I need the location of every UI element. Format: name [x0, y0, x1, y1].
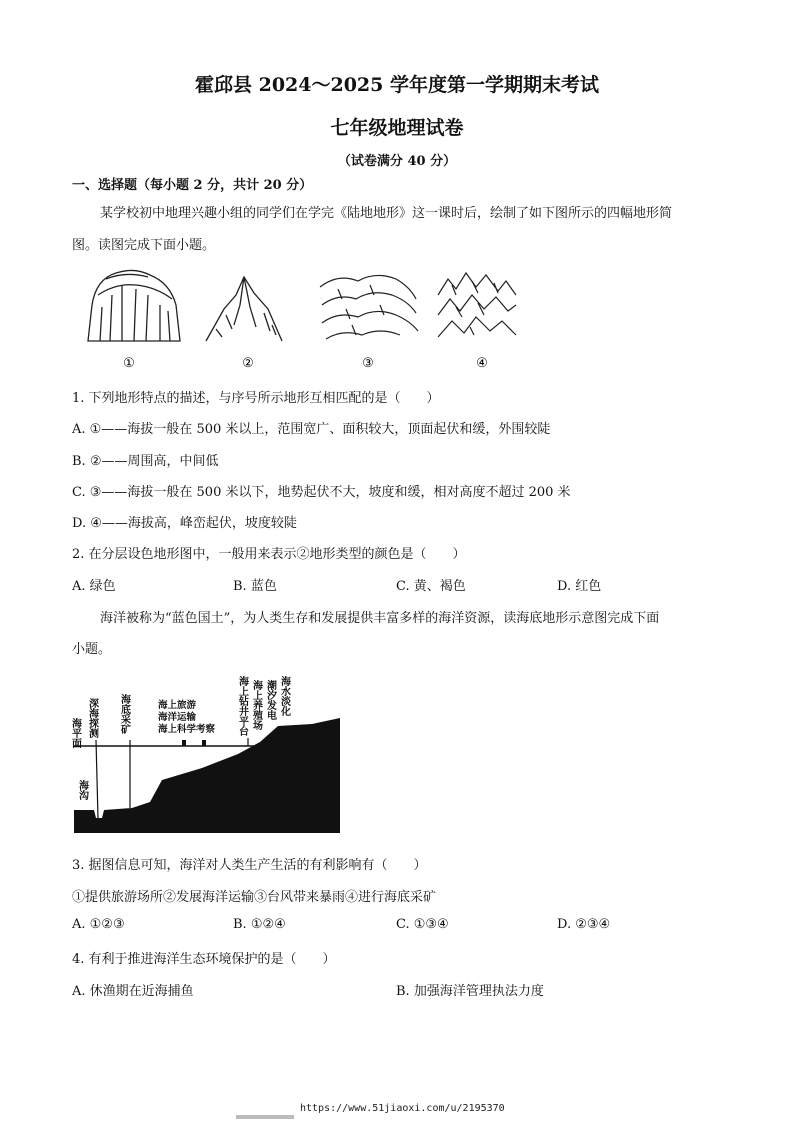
drilling-label: 海上钻井平台 [236, 676, 248, 736]
mining-label: 海底采矿 [118, 694, 130, 734]
tidal-power-label: 潮汐发电 [264, 680, 276, 720]
mountains-sketch [438, 273, 516, 337]
intro-line: 小题。 [72, 642, 112, 657]
question-3-items: ①提供旅游场所②发展海洋运输③台风带来暴雨④进行海底采矿 [72, 890, 437, 905]
option-a[interactable]: A. 绿色 [72, 579, 116, 594]
plateau-sketch [88, 270, 180, 341]
footer-url[interactable]: https://www.51jiaoxi.com/u/2195370 [300, 1103, 505, 1114]
sea-level-label: 海平面 [69, 718, 81, 748]
deep-sea-label: 深海探测 [86, 698, 98, 738]
ship-icon [202, 740, 206, 746]
intro-line: 海洋被称为“蓝色国土”，为人类生存和发展提供丰富多样的海洋资源，读海底地形示意图完成下面 [100, 611, 660, 626]
option-c[interactable]: C. 黄、褐色 [396, 579, 466, 594]
option-c[interactable]: C. ③——海拔一般在 500 米以下，地势起伏不大，坡度和缓，相对高度不超过 200 米 [72, 485, 571, 500]
tourism-label: 海上旅游 [158, 700, 197, 711]
option-c[interactable]: C. ①③④ [396, 917, 449, 932]
option-b[interactable]: B. ①②④ [233, 917, 286, 932]
section-heading: 一、选择题（每小题 2 分，共计 20 分） [72, 178, 313, 193]
option-d[interactable]: D. 红色 [557, 579, 602, 594]
option-a[interactable]: A. 休渔期在近海捕鱼 [72, 984, 194, 999]
option-b[interactable]: B. ②——周围高，中间低 [72, 454, 219, 469]
exam-subtitle: 七年级地理试卷 [330, 117, 464, 139]
option-a[interactable]: A. ①——海拔一般在 500 米以上，范围宽广、面积较大，顶面起伏和缓，外围较陡 [72, 422, 551, 437]
exam-title: 霍邱县 2024～2025 学年度第一学期期末考试 [195, 74, 599, 96]
transport-label: 海洋运输 [158, 712, 197, 723]
question-3-stem: 3. 据图信息可知，海洋对人类生产生活的有利影响有（ ） [72, 858, 427, 873]
mountain-sketch [206, 277, 282, 341]
ship-icon [182, 740, 186, 746]
watermark-logo [236, 1106, 296, 1114]
figure-label: ③ [362, 356, 374, 371]
hills-sketch [320, 275, 418, 339]
desalination-label: 海水淡化 [278, 676, 290, 716]
deep-sea-pointer [96, 740, 98, 818]
research-label: 海上科学考察 [158, 724, 216, 735]
figure-label: ② [242, 356, 254, 371]
option-b[interactable]: B. 蓝色 [233, 579, 277, 594]
question-1-stem: 1. 下列地形特点的描述，与序号所示地形互相匹配的是（ ） [72, 391, 440, 406]
landform-sketches-figure [76, 265, 536, 375]
intro-line: 图。读图完成下面小题。 [72, 238, 216, 253]
option-d[interactable]: D. ②③④ [557, 917, 611, 932]
intro-line: 某学校初中地理兴趣小组的同学们在学完《陆地地形》这一课时后，绘制了如下图所示的四幅地形简 [100, 206, 673, 221]
aquaculture-label: 海上养殖场 [250, 680, 262, 730]
score-note: （试卷满分 40 分） [337, 154, 457, 169]
seabed-terrain [74, 718, 340, 833]
option-a[interactable]: A. ①②③ [72, 917, 125, 932]
seabed-profile-figure [69, 668, 342, 838]
option-d[interactable]: D. ④——海拔高，峰峦起伏，坡度较陡 [72, 516, 297, 531]
trench-label: 海沟 [76, 780, 88, 800]
figure-label: ① [123, 356, 135, 371]
option-b[interactable]: B. 加强海洋管理执法力度 [396, 984, 544, 999]
figure-label: ④ [476, 356, 488, 371]
question-2-stem: 2. 在分层设色地形图中，一般用来表示②地形类型的颜色是（ ） [72, 547, 466, 562]
question-4-stem: 4. 有利于推进海洋生态环境保护的是（ ） [72, 952, 336, 967]
